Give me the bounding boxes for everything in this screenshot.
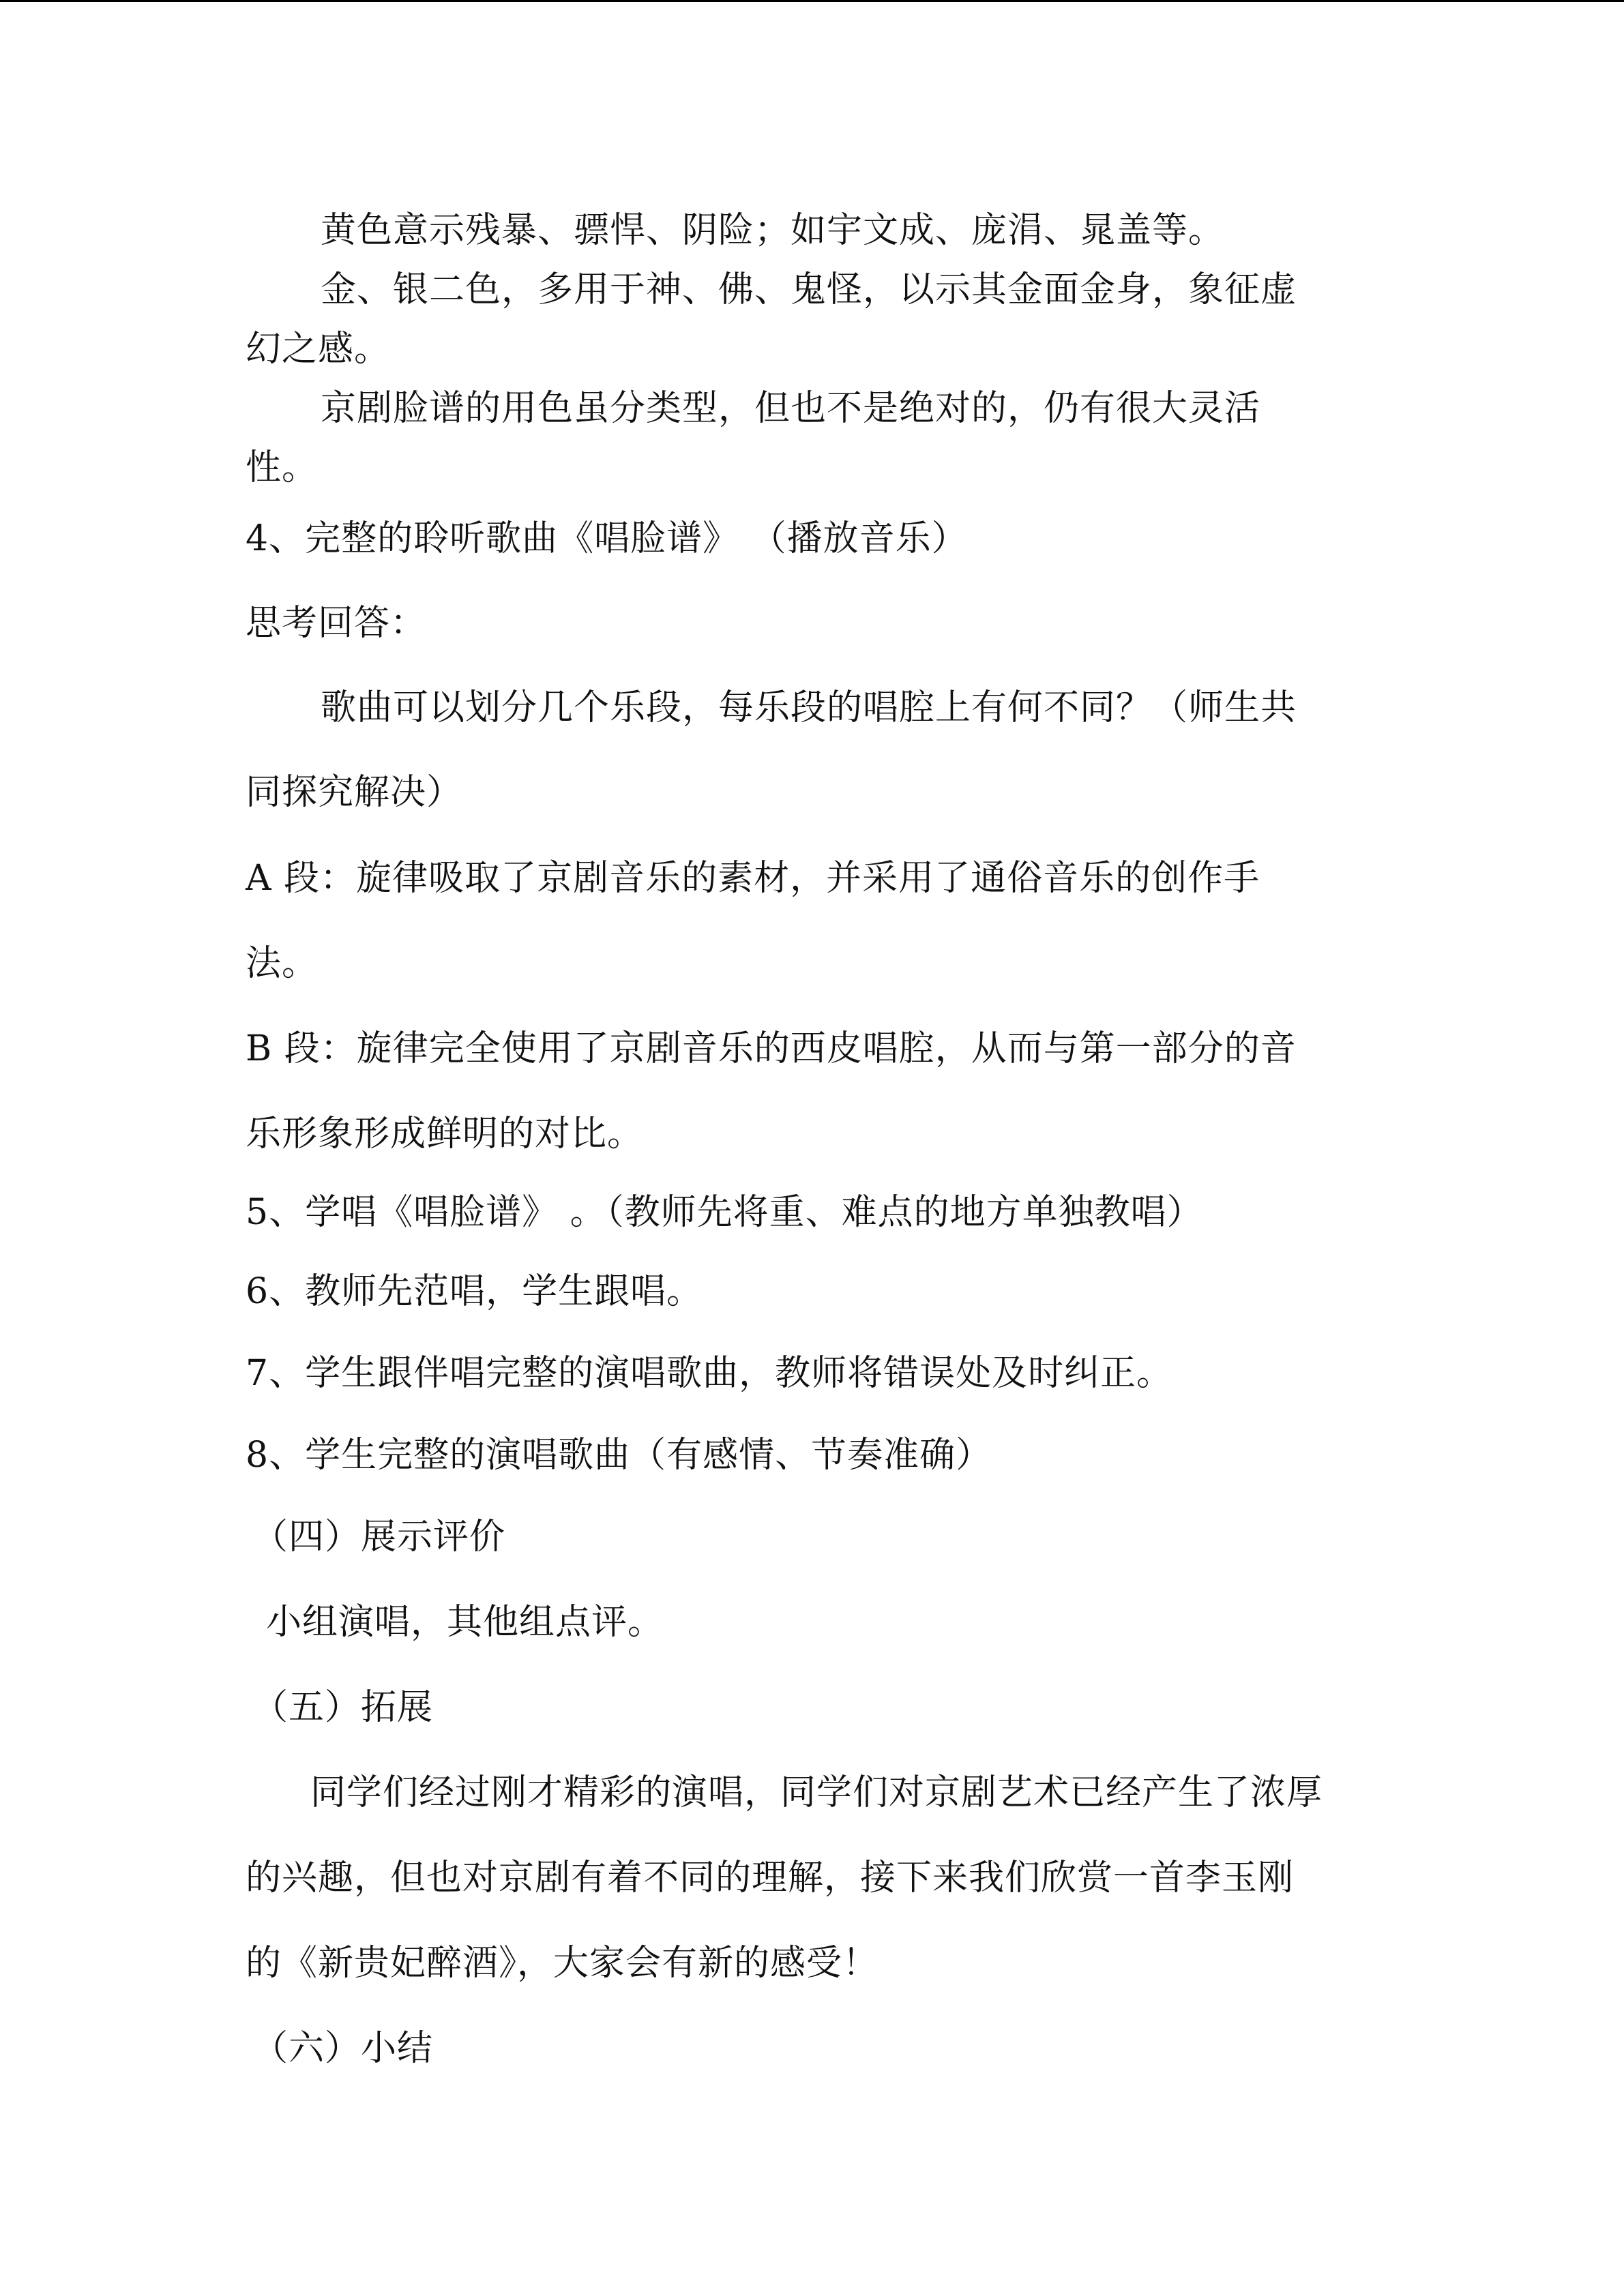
text-line: 黄色意示残暴、骠悍、阴险；如宇文成、庞涓、晁盖等。 (321, 210, 1225, 251)
text-line: 4、完整的聆听歌曲《唱脸谱》 （播放音乐） (246, 518, 968, 559)
text-line: A 段：旋律吸取了京剧音乐的素材，并采用了通俗音乐的创作手 (246, 858, 1260, 899)
text-line: 7、学生跟伴唱完整的演唱歌曲，教师将错误处及时纠正。 (246, 1353, 1173, 1394)
section-heading: （五）拓展 (252, 1687, 434, 1728)
text-line: 8、学生完整的演唱歌曲（有感情、节奏准确） (246, 1435, 992, 1476)
text-line: 5、学唱《唱脸谱》 。（教师先将重、难点的地方单独教唱） (246, 1192, 1203, 1233)
text-line: 金、银二色，多用于神、佛、鬼怪，以示其金面金身，象征虚 (321, 269, 1297, 310)
page-top-border (0, 0, 1624, 2)
text-line: B 段：旋律完全使用了京剧音乐的西皮唱腔，从而与第一部分的音 (246, 1028, 1297, 1069)
section-heading: （六）小结 (252, 2028, 434, 2069)
text-line: 性。 (246, 447, 319, 488)
section-heading: （四）展示评价 (252, 1517, 506, 1557)
text-line: 思考回答： (246, 603, 427, 644)
text-line: 同探究解决） (246, 772, 463, 813)
text-line: 6、教师先范唱，学生跟唱。 (246, 1271, 703, 1312)
text-line: 歌曲可以划分几个乐段，每乐段的唱腔上有何不同？（师生共 (321, 687, 1297, 728)
text-line: 法。 (246, 943, 319, 984)
text-line: 的《新贵妃醉酒》，大家会有新的感受！ (246, 1943, 879, 1984)
text-line: 幻之感。 (246, 329, 391, 370)
text-line: 小组演唱，其他组点评。 (266, 1602, 664, 1643)
text-line: 的兴趣，但也对京剧有着不同的理解，接下来我们欣赏一首李玉刚 (246, 1858, 1295, 1898)
text-line: 同学们经过刚才精彩的演唱，同学们对京剧艺术已经产生了浓厚 (310, 1772, 1323, 1813)
text-line: 乐形象形成鲜明的对比。 (246, 1114, 644, 1154)
text-line: 京剧脸谱的用色虽分类型，但也不是绝对的，仍有很大灵活 (321, 388, 1261, 429)
